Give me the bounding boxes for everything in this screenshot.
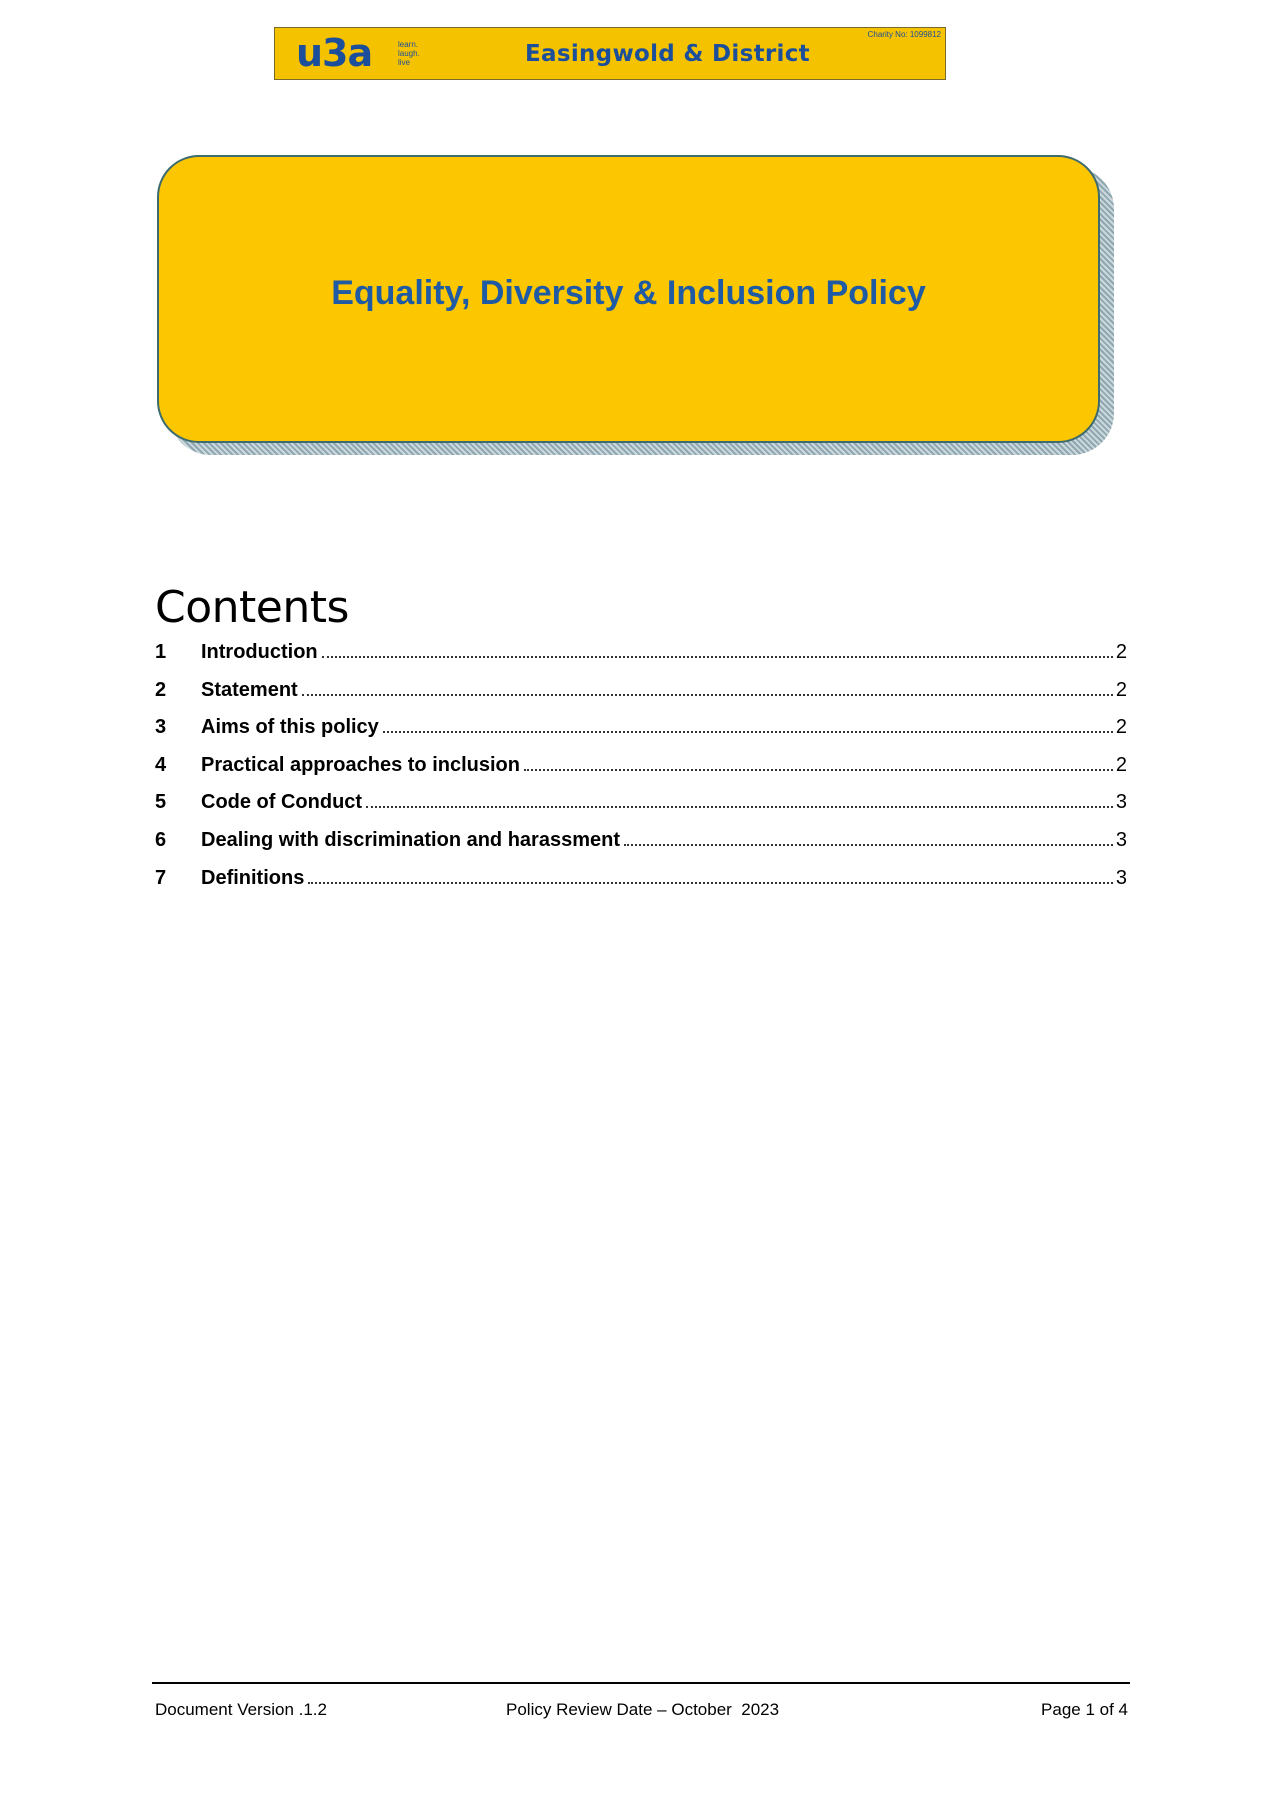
document-version: Document Version .1.2 <box>155 1700 327 1719</box>
page-number: Page 1 of 4 <box>1041 1700 1128 1719</box>
toc-title[interactable]: Practical approaches to inclusion <box>201 753 520 776</box>
tagline-line: laugh. <box>398 49 420 58</box>
toc-leader-dots <box>322 655 1113 658</box>
toc-page-number: 2 <box>1115 716 1127 739</box>
toc-leader-dots <box>308 881 1113 884</box>
toc-number: 2 <box>155 678 167 701</box>
toc-title[interactable]: Statement <box>201 678 298 701</box>
toc-leader-dots <box>624 843 1113 846</box>
toc-leader-dots <box>524 768 1113 771</box>
toc-title[interactable]: Definitions <box>201 866 305 889</box>
toc-number: 3 <box>155 716 167 739</box>
toc-number: 1 <box>155 641 167 663</box>
logo-tagline <box>398 40 438 67</box>
toc-leader-dots <box>383 730 1113 733</box>
toc-entry[interactable] <box>155 754 1127 792</box>
policy-review-date: Policy Review Date – October 2023 <box>506 1700 780 1719</box>
document-title: Equality, Diversity & Inclusion Policy <box>331 274 926 312</box>
charity-number: Charity No: 1099812 <box>867 30 941 39</box>
footer-divider <box>152 1682 1130 1684</box>
toc-page-number: 3 <box>1115 866 1127 889</box>
toc-page-number: 3 <box>1115 828 1127 851</box>
toc-entry[interactable] <box>155 867 1127 905</box>
toc-entry[interactable] <box>155 716 1127 754</box>
toc-number: 6 <box>155 828 167 851</box>
tagline-line: live <box>398 58 411 67</box>
toc-entry[interactable] <box>155 791 1127 829</box>
contents-heading: Contents <box>155 582 349 633</box>
toc-title[interactable]: Aims of this policy <box>201 716 379 739</box>
toc-entry[interactable] <box>155 641 1127 679</box>
toc-title[interactable]: Introduction <box>201 641 318 663</box>
toc-number: 7 <box>155 866 167 889</box>
banner-title: Easingwold & District <box>525 41 810 67</box>
toc-title[interactable]: Code of Conduct <box>201 791 363 814</box>
toc-leader-dots <box>302 693 1113 696</box>
toc-leader-dots <box>366 805 1113 808</box>
table-of-contents <box>155 641 1127 904</box>
toc-entry[interactable] <box>155 829 1127 867</box>
toc-entry[interactable] <box>155 679 1127 717</box>
logo-mark: u3a <box>296 31 373 75</box>
title-box <box>157 155 1100 443</box>
toc-page-number: 3 <box>1115 791 1127 814</box>
toc-number: 4 <box>155 753 167 776</box>
toc-number: 5 <box>155 791 167 814</box>
toc-title[interactable]: Dealing with discrimination and harassment <box>201 828 620 851</box>
toc-page-number: 2 <box>1115 753 1127 776</box>
tagline-line: learn. <box>398 40 419 49</box>
toc-page-number: 2 <box>1115 678 1127 701</box>
toc-page-number: 2 <box>1115 641 1127 663</box>
header-banner <box>274 27 946 80</box>
